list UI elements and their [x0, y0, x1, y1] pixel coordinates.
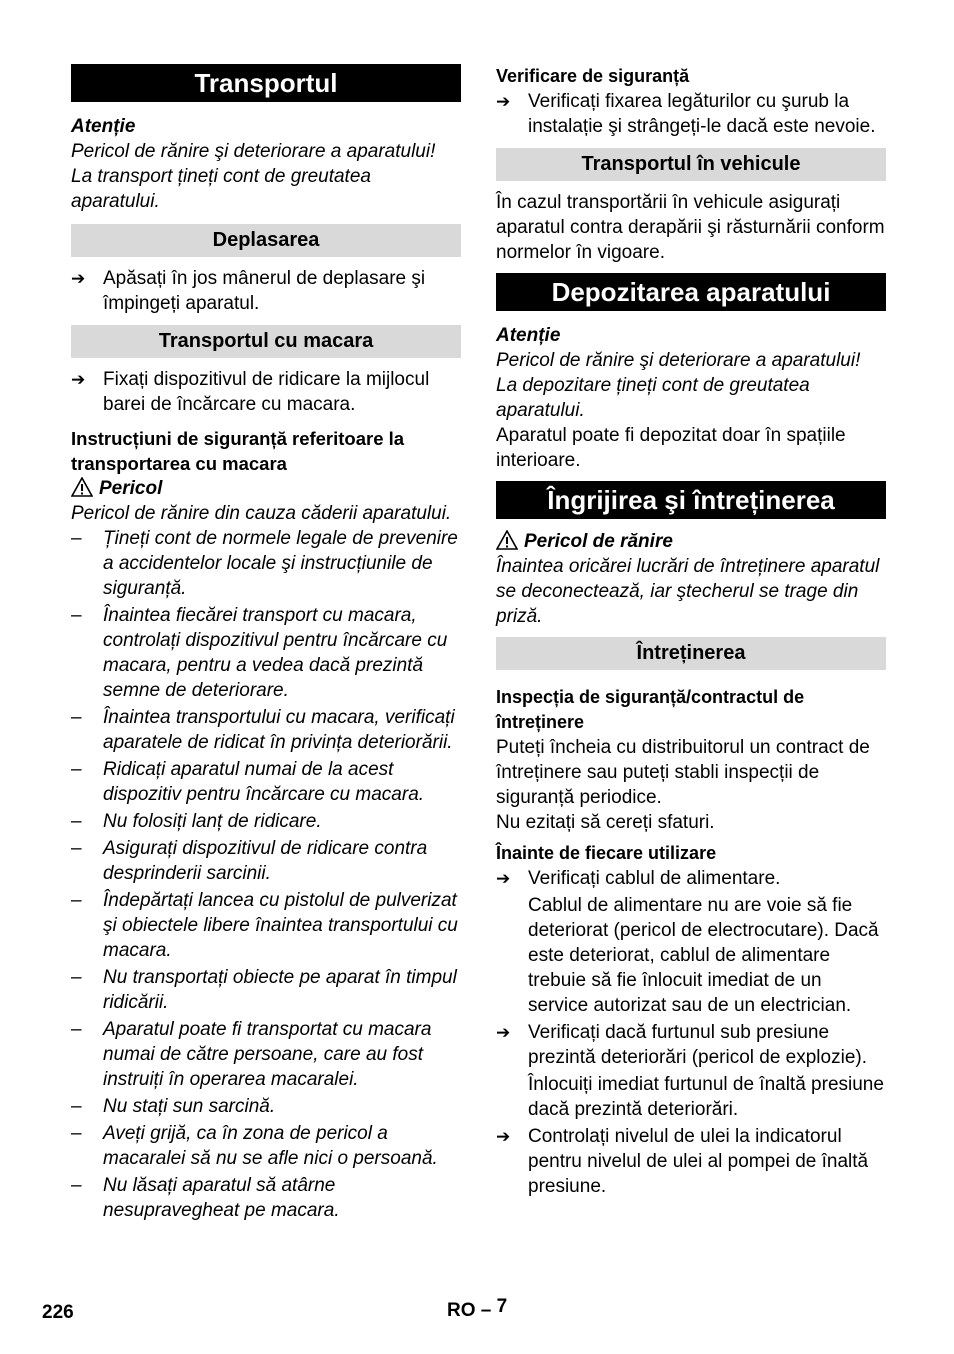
list-item-text: Nu folosiți lanț de ridicare. [103, 811, 322, 832]
list-item [71, 603, 461, 703]
list-item: ➔ Fixați dispozitivul de ridicare la mijlocul barei de încărcare cu macara. [71, 369, 430, 415]
heading-verificare: Verificare de siguranță [496, 66, 690, 86]
list-item-text: Îndepărtați lancea cu pistolul de pulverizat şi obiectele libere înaintea transportului cu macara. [103, 890, 458, 961]
arrow-icon: ➔ [496, 92, 511, 111]
list-item-text: Ridicați aparatul numai de la acest dispozitiv pentru încărcare cu macara. [103, 759, 425, 805]
danger-label: Pericol de rănire [496, 529, 886, 554]
dash-bullet: – [71, 605, 82, 626]
list-item [71, 526, 461, 601]
list-item: ➔ Verificați cablul de alimentare. [496, 868, 781, 889]
list-item-text: Nu lăsați aparatul să atârne nesupravegheat pe macara. [103, 1175, 340, 1221]
attention-label: Atenție [71, 116, 136, 137]
heading-inspectia: Inspecția de siguranță/contractul de întreținere [496, 687, 805, 732]
list-item-text: Aparatul poate fi transportat cu macara numai de către persoane, care au fost instruiți în operarea macaralei. [103, 1019, 432, 1090]
page-number: 226 [42, 1302, 74, 1323]
list-item [71, 1121, 461, 1171]
arrow-icon: ➔ [496, 1023, 511, 1042]
dash-bullet: – [71, 759, 82, 780]
dash-bullet: – [71, 1096, 82, 1117]
dash-bullet: – [71, 528, 82, 549]
list-item [71, 809, 461, 834]
list-item-continuation: Înlocuiți imediat furtunul de înaltă presiune dacă prezintă deteriorări. [528, 1074, 884, 1120]
depozitare-text: Aparatul poate fi depozitat doar în spațiile interioare. [496, 425, 846, 471]
list-item-text: Înaintea fiecărei transport cu macara, controlați dispozitivul pentru încărcare cu macara, pentru a vedea dacă prezintă semne de deteriorare. [103, 605, 448, 701]
heading-inainte: Înainte de fiecare utilizare [496, 843, 717, 863]
arrow-icon: ➔ [496, 869, 511, 888]
list-item [71, 965, 461, 1015]
dash-bullet: – [71, 1019, 82, 1040]
arrow-icon: ➔ [71, 370, 86, 389]
heading-instructiuni: Instrucțiuni de siguranță referitoare la transportarea cu macara [71, 428, 405, 474]
list-item: ➔ Verificați dacă furtunul sub presiune prezintă deteriorări (pericol de explozie). [496, 1022, 867, 1068]
dash-bullet: – [71, 967, 82, 988]
list-item [71, 1173, 461, 1223]
list-item [71, 1017, 461, 1092]
danger-text: Pericol de rănire din cauza căderii aparatului. [71, 503, 452, 524]
heading-depozitarea: Depozitarea aparatului [496, 273, 886, 311]
list-item [71, 757, 461, 807]
list-item [71, 836, 461, 886]
heading-ingrijirea: Îngrijirea şi întreținerea [496, 481, 886, 519]
list-item [71, 705, 461, 755]
dash-bullet: – [71, 707, 82, 728]
list-item-text: Nu stați sun sarcină. [103, 1096, 276, 1117]
vehicule-text: În cazul transportării în vehicule asigurați aparatul contra derapării şi răsturnării conform normelor în vigoare. [496, 192, 885, 263]
list-item-text: Aveți grijă, ca în zona de pericol a macaralei să nu se afle nici o persoană. [103, 1123, 438, 1169]
safety-list [71, 526, 461, 1223]
list-item [71, 888, 461, 963]
list-item-text: Țineți cont de normele legale de prevenire a accidentelor locale şi instrucțiunile de siguranță. [103, 528, 458, 599]
dash-bullet: – [71, 1175, 82, 1196]
list-item-text: Asigurați dispozitivul de ridicare contra desprinderii sarcinii. [103, 838, 428, 884]
arrow-icon: ➔ [71, 269, 86, 288]
heading-transportul: Transportul [71, 64, 461, 102]
inspectia-text: Puteți încheia cu distribuitorul un contract de întreținere sau puteți stabli inspecții de siguranță periodice. [496, 737, 870, 808]
arrow-icon: ➔ [496, 1127, 511, 1146]
danger-text: Înaintea oricărei lucrări de întreținere aparatul se deconectează, iar ştecherul se trage din priză. [496, 556, 880, 627]
dash-bullet: – [71, 1123, 82, 1144]
attention-label: Atenție [496, 325, 561, 346]
dash-bullet: – [71, 838, 82, 859]
left-column [71, 64, 461, 1225]
heading-transportul-cu-macara: Transportul cu macara [71, 325, 461, 358]
warning-triangle-icon [496, 530, 518, 550]
list-item-text: Nu transportați obiecte pe aparat în timpul ridicării. [103, 967, 457, 1013]
danger-label: Pericol [71, 476, 461, 501]
dash-bullet: – [71, 811, 82, 832]
list-item: ➔ Verificați fixarea legăturilor cu şurub la instalație şi strângeți-le dacă este nevoie. [496, 91, 876, 137]
dash-bullet: – [71, 890, 82, 911]
list-item: ➔ Controlați nivelul de ulei la indicatorul pentru nivelul de ulei al pompei de înaltă presiune. [496, 1126, 869, 1197]
inspectia-text-2: Nu ezitați să cereți sfaturi. [496, 812, 715, 833]
heading-transportul-in-vehicule: Transportul în vehicule [496, 148, 886, 181]
attention-text: Pericol de rănire şi deteriorare a aparatului! La transport țineți cont de greutatea aparatului. [71, 141, 436, 212]
attention-text: Pericol de rănire şi deteriorare a aparatului! La depozitare țineți cont de greutatea aparatului. [496, 350, 861, 421]
list-item-text: Înaintea transportului cu macara, verificați aparatele de ridicat în privința deteriorării. [103, 707, 455, 753]
warning-triangle-icon [71, 477, 93, 497]
heading-intretinerea: Întreținerea [496, 637, 886, 670]
right-column [496, 64, 886, 1199]
language-page-label: RO – 7 [447, 1296, 508, 1321]
list-item-continuation: Cablul de alimentare nu are voie să fie deteriorat (pericol de electrocutare). Dacă este deteriorat, cablul de alimentare trebuie să fie înlocuit imediat de un service autorizat sau de un electrician. [528, 895, 879, 1016]
list-item: ➔ Apăsați în jos mânerul de deplasare şi împingeți aparatul. [71, 268, 426, 314]
list-item [71, 1094, 461, 1119]
heading-deplasarea: Deplasarea [71, 224, 461, 257]
